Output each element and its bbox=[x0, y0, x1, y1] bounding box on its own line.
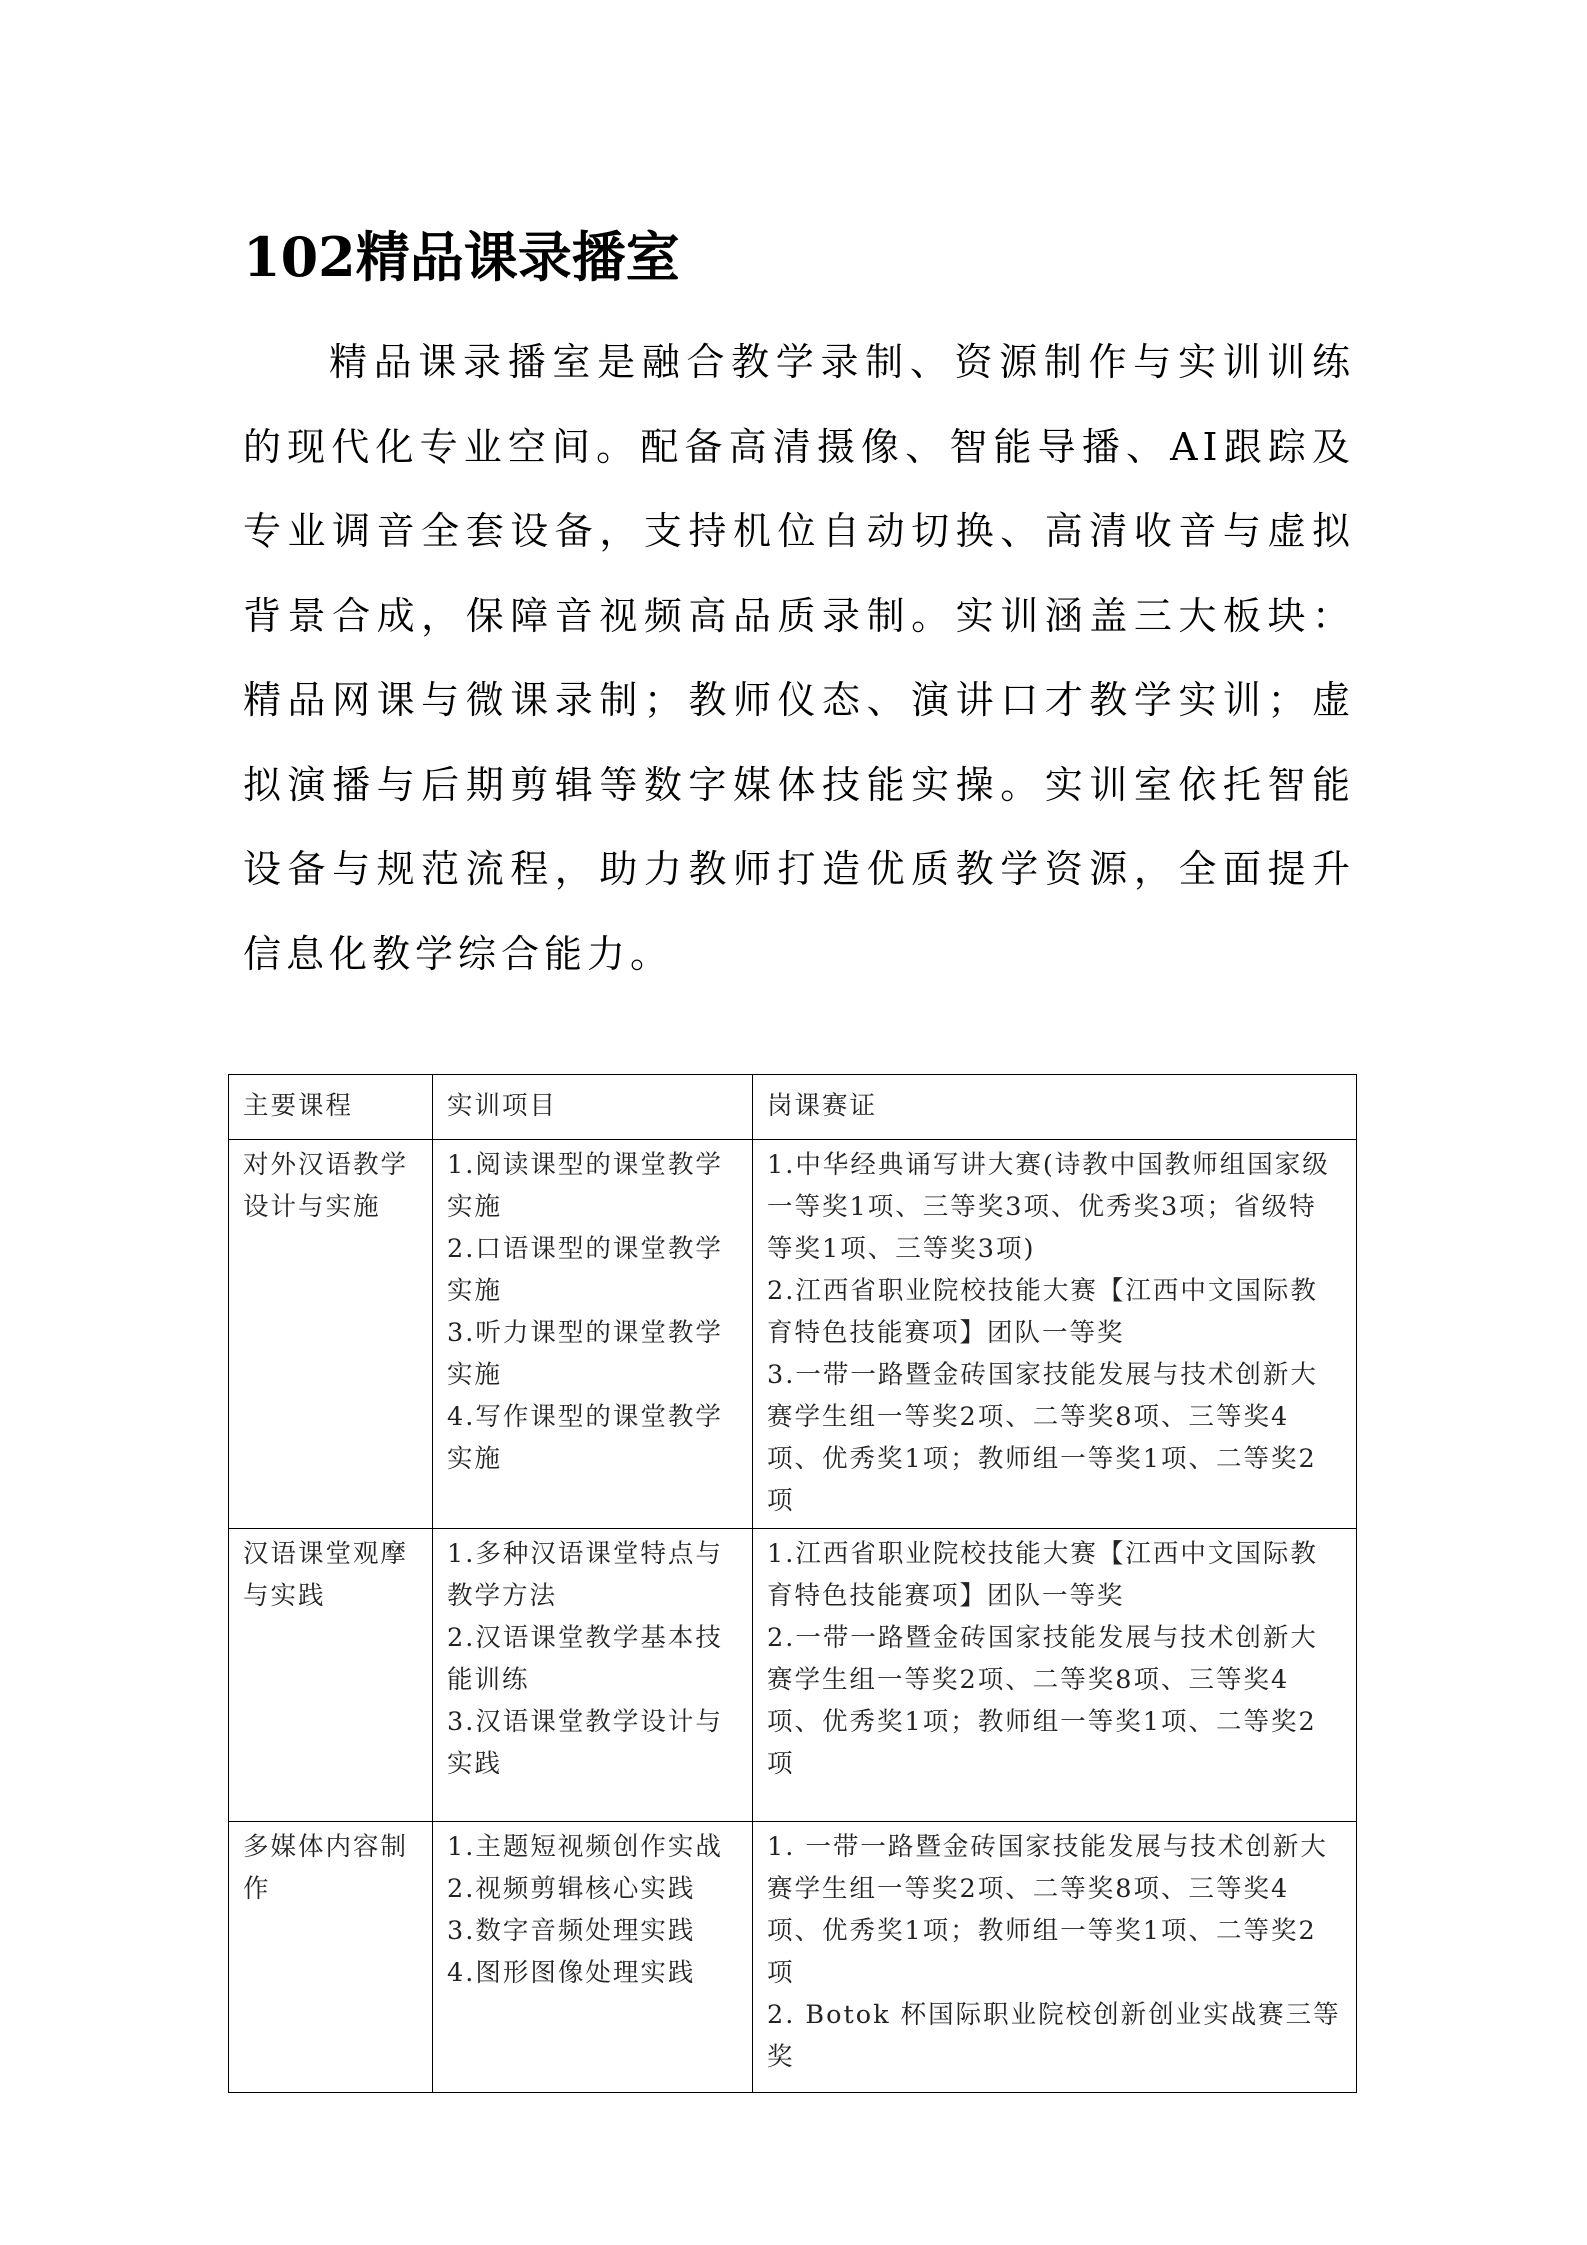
table-row bbox=[229, 1140, 1357, 1529]
header-post-course-competition-certificate: 岗课赛证 bbox=[753, 1075, 1357, 1140]
award-item: 1. 一带一路暨金砖国家技能发展与技术创新大赛学生组一等奖2项、二等奖8项、三等奖4项、优秀奖1项；教师组一等奖1项、二等奖2项 bbox=[767, 1832, 1328, 1988]
project-item: 1.多种汉语课堂特点与教学方法 bbox=[447, 1539, 723, 1611]
table-header-row bbox=[229, 1075, 1357, 1140]
awards-cell bbox=[753, 1140, 1357, 1529]
project-item: 1.阅读课型的课堂教学实施 bbox=[447, 1150, 723, 1222]
award-item: 2.江西省职业院校技能大赛【江西中文国际教育特色技能赛项】团队一等奖 bbox=[767, 1276, 1318, 1348]
header-training-projects: 实训项目 bbox=[433, 1075, 753, 1140]
course-cell: 汉语课堂观摩与实践 bbox=[229, 1529, 433, 1822]
project-item: 3.听力课型的课堂教学实施 bbox=[447, 1318, 723, 1390]
table-row bbox=[229, 1529, 1357, 1822]
award-item: 1.中华经典诵写讲大赛(诗教中国教师组国家级一等奖1项、三等奖3项、优秀奖3项；省级特等奖1项、三等奖3项) bbox=[767, 1150, 1330, 1264]
award-item: 2. Botok 杯国际职业院校创新创业实战赛三等奖 bbox=[767, 2000, 1341, 2072]
course-cell: 对外汉语教学设计与实施 bbox=[229, 1140, 433, 1529]
awards-cell bbox=[753, 1822, 1357, 2093]
award-item: 3.一带一路暨金砖国家技能发展与技术创新大赛学生组一等奖2项、二等奖8项、三等奖4项、优秀奖1项；教师组一等奖1项、二等奖2项 bbox=[767, 1360, 1318, 1516]
projects-cell bbox=[433, 1822, 753, 2093]
project-item: 4.图形图像处理实践 bbox=[447, 1958, 696, 1988]
award-item: 1.江西省职业院校技能大赛【江西中文国际教育特色技能赛项】团队一等奖 bbox=[767, 1539, 1318, 1611]
project-item: 1.主题短视频创作实战 bbox=[447, 1832, 723, 1862]
project-item: 3.数字音频处理实践 bbox=[447, 1916, 696, 1946]
course-cell: 多媒体内容制作 bbox=[229, 1822, 433, 2093]
projects-cell bbox=[433, 1529, 753, 1822]
project-item: 2.汉语课堂教学基本技能训练 bbox=[447, 1623, 723, 1695]
table-row bbox=[229, 1822, 1357, 2093]
page-title: 102精品课录播室 bbox=[243, 225, 680, 289]
project-item: 4.写作课型的课堂教学实施 bbox=[447, 1402, 723, 1474]
header-main-course: 主要课程 bbox=[229, 1075, 433, 1140]
project-item: 3.汉语课堂教学设计与实践 bbox=[447, 1707, 723, 1779]
course-table bbox=[228, 1074, 1357, 2093]
award-item: 2.一带一路暨金砖国家技能发展与技术创新大赛学生组一等奖2项、二等奖8项、三等奖4项、优秀奖1项；教师组一等奖1项、二等奖2项 bbox=[767, 1623, 1318, 1779]
intro-paragraph: 精品课录播室是融合教学录制、资源制作与实训训练的现代化专业空间。配备高清摄像、智能导播、AI跟踪及专业调音全套设备，支持机位自动切换、高清收音与虚拟背景合成，保障音视频高品质录制。实训涵盖三大板块：精品网课与微课录制；教师仪态、演讲口才教学实训；虚拟演播与后期剪辑等数字媒体技能实操。实训室依托智能设备与规范流程，助力教师打造优质教学资源，全面提升信息化教学综合能力。 bbox=[243, 340, 1355, 976]
projects-cell bbox=[433, 1140, 753, 1529]
project-item: 2.口语课型的课堂教学实施 bbox=[447, 1234, 723, 1306]
awards-cell bbox=[753, 1529, 1357, 1822]
project-item: 2.视频剪辑核心实践 bbox=[447, 1874, 696, 1904]
